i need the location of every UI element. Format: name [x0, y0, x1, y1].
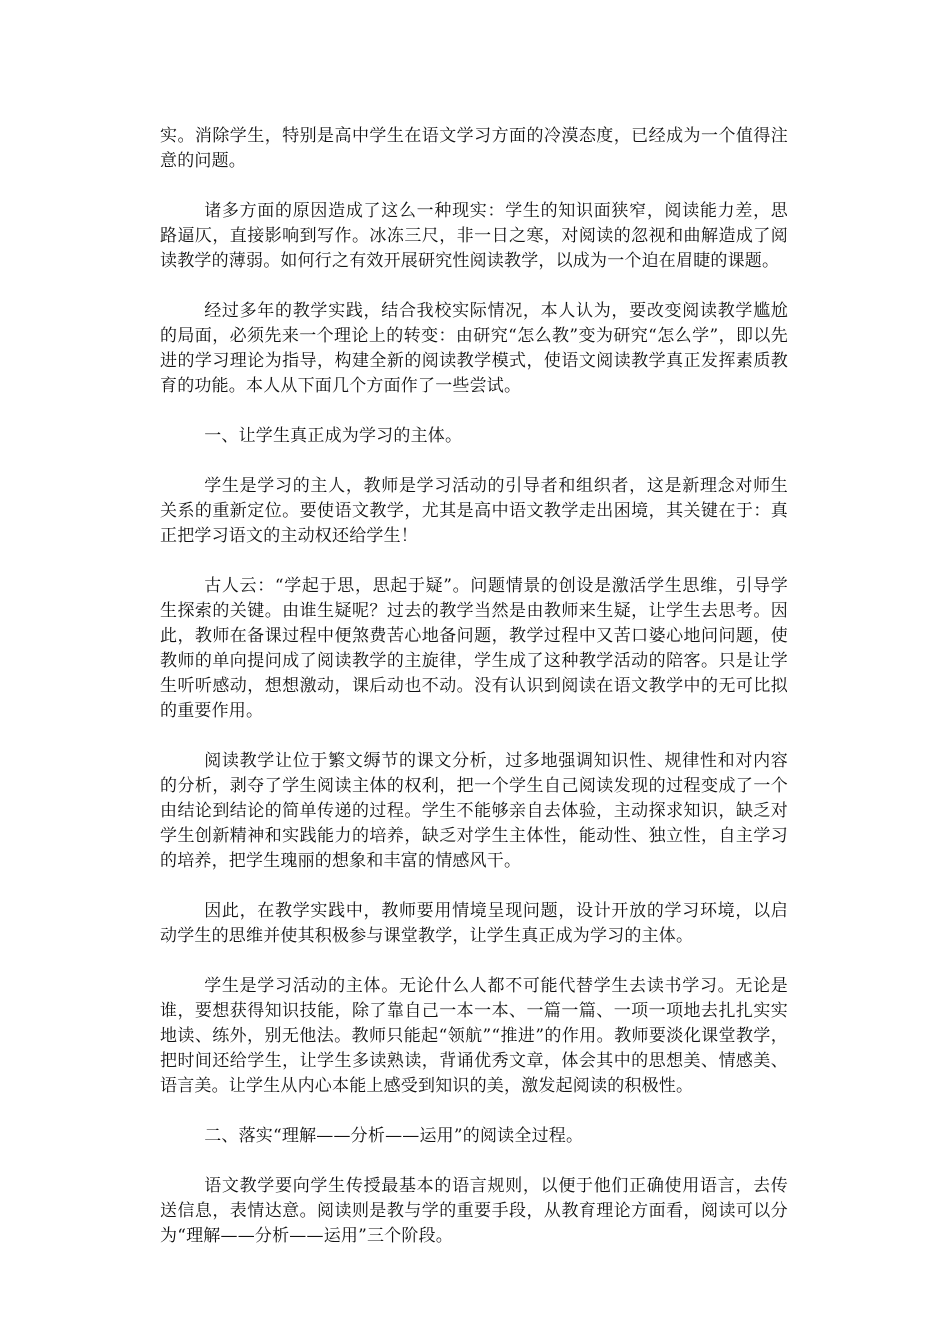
paragraph-9: 学生是学习活动的主体。无论什么人都不可能代替学生去读书学习。无论是谁，要想获得知识技能，除了靠自己一本一本、一篇一篇、一项一项地去扎扎实实地读、练外，别无他法。教师只能起“领航”“推进”的作用。教师要淡化课堂教学，把时间还给学生，让学生多读熟读，背诵优秀文章，体会其中的思想美、情感美、语言美。让学生从内心本能上感受到知识的美，激发起阅读的积极性。: [160, 976, 788, 1096]
section-heading-1: 一、让学生真正成为学习的主体。: [204, 426, 463, 446]
paragraph-1: 实。消除学生，特别是高中学生在语文学习方面的冷漠态度，已经成为一个值得注意的问题。: [160, 126, 788, 171]
paragraph-11: 语文教学要向学生传授最基本的语言规则，以便于他们正确使用语言，去传送信息，表情达意。阅读则是教与学的重要手段，从教育理论方面看，阅读可以分为“理解——分析——运用”三个阶段。: [160, 1176, 788, 1246]
paragraph-2: 诸多方面的原因造成了这么一种现实：学生的知识面狭窄，阅读能力差，思路逼仄，直接影响到写作。冰冻三尺，非一日之寒，对阅读的忽视和曲解造成了阅读教学的薄弱。如何行之有效开展研究性阅读教学，以成为一个迫在眉睫的课题。: [160, 201, 788, 271]
section-heading-2: 二、落实“理解——分析——运用”的阅读全过程。: [204, 1126, 584, 1146]
paragraph-7: 阅读教学让位于繁文缛节的课文分析，过多地强调知识性、规律性和对内容的分析，剥夺了学生阅读主体的权利，把一个学生自己阅读发现的过程变成了一个由结论到结论的简单传递的过程。学生不能够亲自去体验，主动探求知识，缺乏对学生创新精神和实践能力的培养，缺乏对学生主体性，能动性、独立性，自主学习的培养，把学生瑰丽的想象和丰富的情感风干。: [160, 751, 788, 871]
paragraph-6: 古人云：“学起于思，思起于疑”。问题情景的创设是激活学生思维，引导学生探索的关键。由谁生疑呢？过去的教学当然是由教师来生疑，让学生去思考。因此，教师在备课过程中便煞费苦心地备问题，教学过程中又苦口婆心地问问题，使教师的单向提问成了阅读教学的主旋律，学生成了这种教学活动的陪客。只是让学生听听感动，想想激动，课后动也不动。没有认识到阅读在语文教学中的无可比拟的重要作用。: [160, 576, 788, 721]
document-body: [160, 124, 788, 1274]
paragraph-3: 经过多年的教学实践，结合我校实际情况，本人认为，要改变阅读教学尴尬的局面，必须先来一个理论上的转变：由研究“怎么教”变为研究“怎么学”，即以先进的学习理论为指导，构建全新的阅读教学模式，使语文阅读教学真正发挥素质教育的功能。本人从下面几个方面作了一些尝试。: [160, 301, 788, 396]
paragraph-8: 因此，在教学实践中，教师要用情境呈现问题，设计开放的学习环境，以启动学生的思维并使其积极参与课堂教学，让学生真正成为学习的主体。: [160, 901, 788, 946]
paragraph-5: 学生是学习的主人，教师是学习活动的引导者和组织者，这是新理念对师生关系的重新定位。要使语文教学，尤其是高中语文教学走出困境，其关键在于：真正把学习语文的主动权还给学生！: [160, 476, 788, 546]
